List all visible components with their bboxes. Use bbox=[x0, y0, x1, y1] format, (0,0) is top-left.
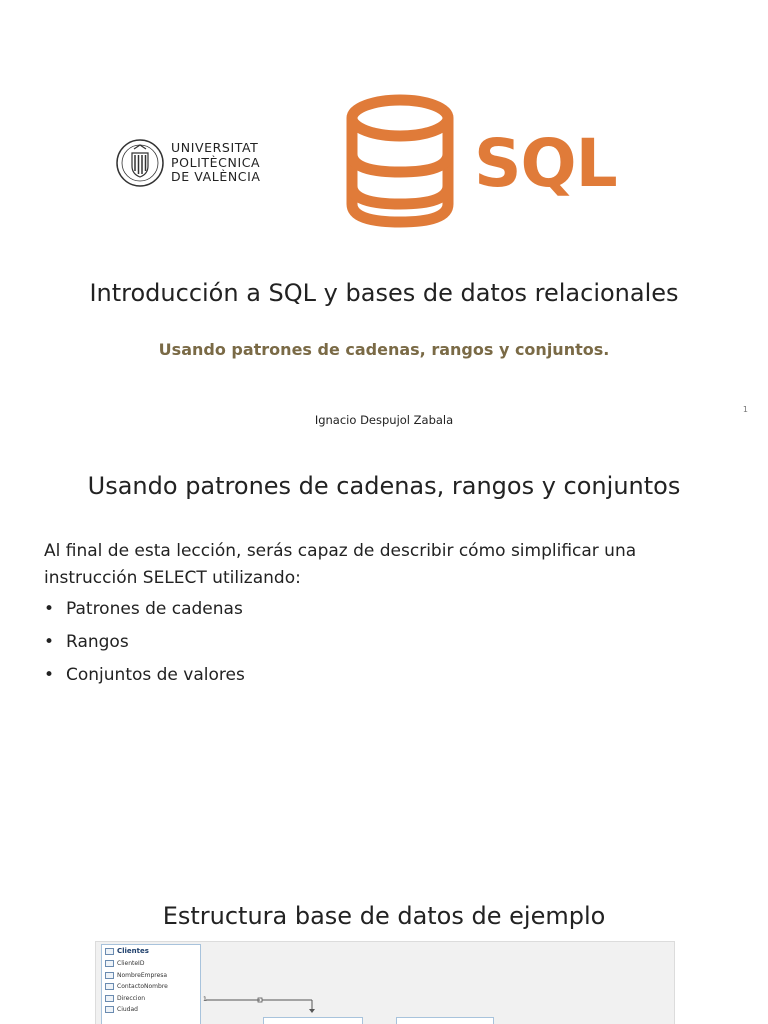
structure-slide bbox=[0, 890, 768, 1024]
field-name: Direccion bbox=[117, 994, 146, 1002]
database-icon bbox=[342, 92, 462, 232]
bullet-list bbox=[44, 596, 245, 695]
table-clientes bbox=[101, 944, 201, 1024]
table-icon bbox=[105, 948, 114, 955]
upv-name-line: POLITÈCNICA bbox=[171, 154, 261, 170]
field-icon bbox=[105, 972, 114, 979]
slide-title: Estructura base de datos de ejemplo bbox=[162, 902, 606, 930]
list-item-label: Rangos bbox=[66, 632, 129, 652]
table-field bbox=[102, 970, 200, 982]
field-name: ClienteID bbox=[117, 960, 145, 967]
title-slide bbox=[0, 0, 768, 440]
page-number: 1 bbox=[742, 405, 748, 414]
bullet-icon: • bbox=[44, 632, 55, 652]
table-detalles bbox=[396, 1017, 494, 1024]
relationship-label: 1 bbox=[203, 996, 207, 1003]
field-icon bbox=[105, 1006, 114, 1013]
slide-subtitle: Usando patrones de cadenas, rangos y conjuntos. bbox=[158, 340, 610, 359]
field-name: ContactoNombre bbox=[117, 983, 168, 990]
bullet-icon: • bbox=[44, 599, 55, 619]
upv-logo bbox=[115, 138, 275, 190]
slide-title: Introducción a SQL y bases de datos relacionales bbox=[89, 279, 679, 307]
objectives-slide bbox=[0, 450, 768, 890]
table-field bbox=[102, 981, 200, 993]
upv-name-line: UNIVERSITAT bbox=[171, 140, 259, 155]
table-header bbox=[102, 945, 200, 958]
slide-title: Usando patrones de cadenas, rangos y conjuntos bbox=[87, 472, 681, 500]
table-name: Clientes bbox=[117, 947, 149, 955]
upv-name-line: DE VALÈNCIA bbox=[171, 169, 261, 184]
database-diagram bbox=[95, 941, 675, 1024]
field-icon bbox=[105, 960, 114, 967]
table-field bbox=[102, 1004, 200, 1016]
list-item bbox=[44, 662, 245, 695]
author-name: Ignacio Despujol Zabala bbox=[314, 413, 454, 427]
table-field bbox=[102, 993, 200, 1005]
list-item-label: Conjuntos de valores bbox=[66, 665, 245, 685]
field-icon bbox=[105, 983, 114, 990]
upv-name bbox=[171, 141, 261, 185]
field-name: Ciudad bbox=[117, 1006, 138, 1013]
field-icon bbox=[105, 995, 114, 1002]
list-item bbox=[44, 596, 245, 629]
list-item-label: Patrones de cadenas bbox=[66, 599, 243, 619]
table-field bbox=[102, 958, 200, 970]
table-pedidos bbox=[263, 1017, 363, 1024]
upv-seal-icon bbox=[115, 138, 165, 188]
sql-logo-text: SQL bbox=[474, 125, 617, 202]
bullet-icon: • bbox=[44, 665, 55, 685]
intro-paragraph: Al final de esta lección, serás capaz de describir cómo simplificar una instrucción SELECT utilizando: bbox=[44, 541, 637, 588]
list-item bbox=[44, 629, 245, 662]
field-name: NombreEmpresa bbox=[117, 971, 168, 979]
